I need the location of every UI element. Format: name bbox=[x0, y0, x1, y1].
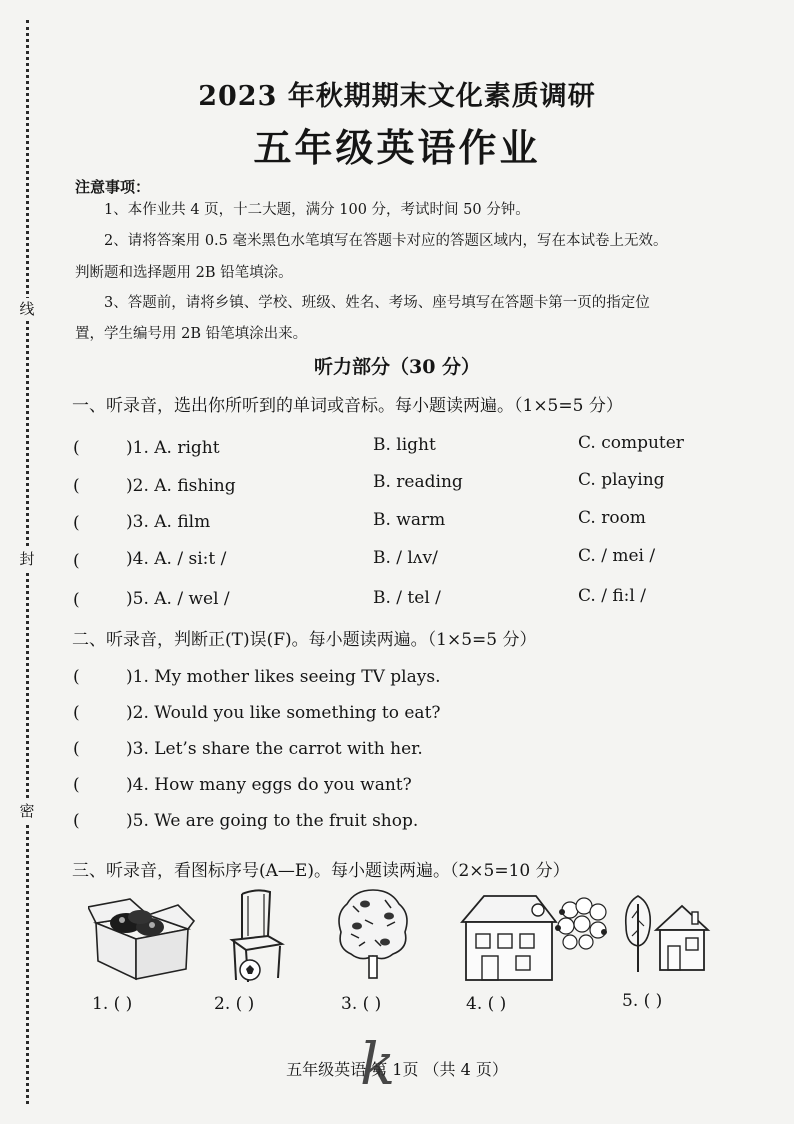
part1-q3-option-c: C. room bbox=[578, 508, 646, 528]
answer-paren: ( bbox=[73, 703, 80, 723]
page-footer: 五年级英语 第 1页 （共 4 页） bbox=[286, 1060, 508, 1079]
part2-statement: )4. How many eggs do you want? bbox=[126, 775, 412, 795]
exam-title: 2023 年秋期期末文化素质调研 bbox=[198, 81, 596, 112]
answer-paren: ( bbox=[73, 667, 80, 687]
answer-paren: ( bbox=[73, 811, 80, 831]
part1-q2-option-b: B. reading bbox=[373, 472, 463, 492]
binding-char-feng: 封 bbox=[16, 548, 38, 570]
answer-paren: ( bbox=[73, 438, 80, 458]
part1-q4-option-a: )4. A. / si:t / bbox=[126, 549, 227, 569]
note-line: 2、请将答案用 0.5 毫米黑色水笔填写在答题卡对应的答题区域内，写在本试卷上无效。 bbox=[104, 233, 668, 249]
answer-paren: ( bbox=[73, 551, 80, 571]
part1-q2-option-a: )2. A. fishing bbox=[126, 476, 236, 496]
part2-heading: 二、听录音，判断正(T)误(F)。每小题读两遍。（1×5=5 分） bbox=[72, 630, 537, 650]
note-line: 1、本作业共 4 页，十二大题，满分 100 分，考试时间 50 分钟。 bbox=[104, 202, 530, 218]
part1-q1-option-b: B. light bbox=[373, 435, 436, 455]
watermark-logo: k bbox=[360, 1030, 396, 1098]
notes-heading: 注意事项： bbox=[75, 178, 151, 196]
answer-paren: ( bbox=[73, 590, 80, 610]
picture-1-answer: 1. ( ) bbox=[92, 994, 133, 1014]
part2-statement: )5. We are going to the fruit shop. bbox=[126, 811, 419, 831]
picture-2-answer: 2. ( ) bbox=[214, 994, 255, 1014]
house-with-sheep-icon bbox=[458, 892, 610, 984]
note-line: 3、答题前，请将乡镇、学校、班级、姓名、考场、座号填写在答题卡第一页的指定位 bbox=[104, 295, 650, 311]
part2-statement: )3. Let’s share the carrot with her. bbox=[126, 739, 423, 759]
chair-with-ball-icon bbox=[228, 888, 290, 984]
house-with-tree-icon bbox=[622, 890, 714, 976]
picture-5-answer: 5. ( ) bbox=[622, 991, 663, 1011]
picture-4-answer: 4. ( ) bbox=[466, 994, 507, 1014]
tree-with-birds-icon bbox=[335, 886, 411, 982]
binding-char-mi: 密 bbox=[16, 800, 38, 822]
part1-q1-option-c: C. computer bbox=[578, 433, 684, 453]
picture-3-answer: 3. ( ) bbox=[341, 994, 382, 1014]
listening-section-title: 听力部分（30 分） bbox=[313, 356, 481, 378]
box-with-items-icon bbox=[88, 893, 196, 983]
answer-paren: ( bbox=[73, 513, 80, 533]
answer-paren: ( bbox=[73, 476, 80, 496]
exam-subtitle: 五年级英语作业 bbox=[253, 125, 541, 170]
note-line: 置，学生编号用 2B 铅笔填涂出来。 bbox=[75, 326, 308, 342]
part2-statement: )2. Would you like something to eat? bbox=[126, 703, 441, 723]
part1-q4-option-b: B. / lʌv/ bbox=[373, 548, 438, 568]
part1-q5-option-a: )5. A. / wel / bbox=[126, 589, 230, 609]
part1-heading: 一、听录音，选出你所听到的单词或音标。每小题读两遍。（1×5=5 分） bbox=[72, 396, 623, 416]
answer-paren: ( bbox=[73, 739, 80, 759]
part1-q3-option-a: )3. A. film bbox=[126, 512, 211, 532]
note-line: 判断题和选择题用 2B 铅笔填涂。 bbox=[75, 265, 293, 281]
part2-statement: )1. My mother likes seeing TV plays. bbox=[126, 667, 441, 687]
part1-q4-option-c: C. / mei / bbox=[578, 546, 656, 566]
part1-q1-option-a: )1. A. right bbox=[126, 438, 220, 458]
part1-q5-option-c: C. / fi:l / bbox=[578, 586, 646, 606]
part1-q5-option-b: B. / tel / bbox=[373, 588, 441, 608]
part1-q3-option-b: B. warm bbox=[373, 510, 446, 530]
part3-heading: 三、听录音，看图标序号(A—E)。每小题读两遍。（2×5=10 分） bbox=[72, 861, 570, 881]
part1-q2-option-c: C. playing bbox=[578, 470, 665, 490]
binding-char-xian: 线 bbox=[16, 298, 38, 320]
answer-paren: ( bbox=[73, 775, 80, 795]
